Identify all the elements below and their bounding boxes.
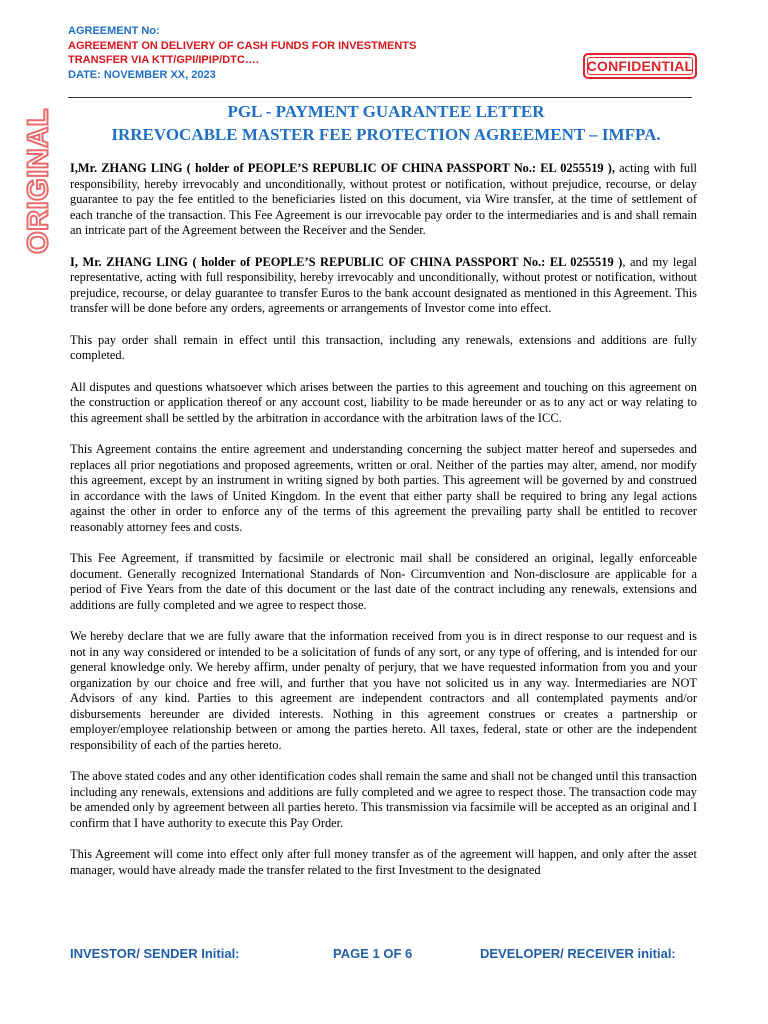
paragraph-2-bold: I, Mr. ZHANG LING ( holder of PEOPLE’S REPUBLIC OF CHINA PASSPORT No.: EL 0255519 ) [70,254,623,269]
paragraph-2 [70,255,697,317]
document-title-line2: IRREVOCABLE MASTER FEE PROTECTION AGREEMENT – IMFPA. [111,125,661,144]
paragraph-5: This Agreement contains the entire agreement and understanding concerning the subject matter hereof and supersedes and replaces all prior negotiations and proposed agreements, written or oral. Neither of the parties may alter, amend, nor modify this agreement, except by an instrument in writing signed by both parties. This agreement will be governed by and construed in accordance with the laws of United Kingdom. In the event that either party shall be required to bring any legal actions against the other in order to enforce any of the terms of this agreement the prevailing party shall be entitled to recover reasonably attorney fees and costs. [70,442,697,534]
paragraph-4: All disputes and questions whatsoever which arises between the parties to this agreement and touching on this agreement on the construction or application thereof or any account cost, liability to be made hereunder or as to any act or way relating to this agreement shall be settled by the arbitration in accordance with the arbitration laws of the ICC. [70,379,697,425]
transfer-method: TRANSFER VIA KTT/GPI/IPIP/DTC…. [68,54,259,66]
paragraph-9: This Agreement will come into effect only after full money transfer as of the agreement will happen, and only after the asset manager, would have already made the transfer related to the first Investment to the designated [70,847,697,877]
paragraph-2-text: , and my legal representative, acting with full responsibility, hereby irrevocably and unconditionally, without protest or notification, without prejudice, recourse, or delay guarantee to transfer Euros to the bank account designated as mentioned in this Agreement. This transfer will be done before any orders, agreements or arrangements of Investor come into effect. [70,254,697,315]
paragraph-8: The above stated codes and any other identification codes shall remain the same and shall not be changed until this transaction including any renewals, extensions and additions are fully completed and we agree to respect those. The transaction code may be amended only by agreement between all parties hereto. This transmission via facsimile will be accepted as an original and I confirm that I have authority to execute this Pay Order. [70,769,698,830]
original-stamp-text: ORIGINAL [22,108,55,254]
page-number: PAGE 1 OF 6 [333,946,413,961]
agreement-date: DATE: NOVEMBER XX, 2023 [68,68,216,81]
paragraph-1 [70,161,697,239]
paragraph-3: This pay order shall remain in effect until this transaction, including any renewals, extensions and additions are fully completed. [70,332,697,362]
agreement-number: AGREEMENT No: [68,25,160,37]
agreement-title: AGREEMENT ON DELIVERY OF CASH FUNDS FOR INVESTMENTS [68,39,417,52]
confidential-stamp: CONFIDENTIAL [583,53,697,79]
document-title-line1: PGL - PAYMENT GUARANTEE LETTER [227,102,545,121]
document-header [68,24,416,82]
paragraph-7: We hereby declare that we are fully aware that the information received from you is in direct response to our request and is not in any way considered or intended to be a solicitation of funds of any sort, or any type of offering, and is intended for our general knowledge only. We hereby affirm, under penalty of perjury, that we have requested information from you and your organization by our choice and free will, and further that you have not solicited us in any way. Intermediaries are NOT Advisors of any kind. Parties to this agreement are independent contractors and all contemplated payments and/or disbursements hereunder are divided interests. Nothing in this agreement construes or creates a partnership or employer/employee relationship between or among the parties hereto. All taxes, federal, state or other are the independent responsibility of each of the parties hereto. [70,629,697,752]
paragraph-1-text: acting with full responsibility, hereby irrevocably and unconditionally, without protest or notification, without prejudice, recourse, or delay guarantee to pay the fee entitled to the beneficiaries listed on this document, via Wire transfer, at the time of settlement of each tranche of the transaction. This Fee Agreement is our irrevocable pay order to the intermediaries and is and shall remain an intricate part of the Agreement between the Receiver and the Sender. [70,161,697,237]
paragraph-6: This Fee Agreement, if transmitted by facsimile or electronic mail shall be considered an original, legally enforceable document. Generally recognized International Standards of Non- Circumvention and Non-disclosure are applicable for a period of Five Years from the date of this document or the last date of the contract including any renewals, extensions and additions are fully completed and we agree to respect those. [70,551,697,612]
investor-initial-label: INVESTOR/ SENDER Initial: [70,946,240,961]
header-divider [68,97,692,98]
paragraph-1-bold: I,Mr. ZHANG LING ( holder of PEOPLE’S REPUBLIC OF CHINA PASSPORT No.: EL 0255519 ), [70,161,615,175]
document-body [70,161,697,894]
developer-initial-label: DEVELOPER/ RECEIVER initial: [480,946,676,961]
